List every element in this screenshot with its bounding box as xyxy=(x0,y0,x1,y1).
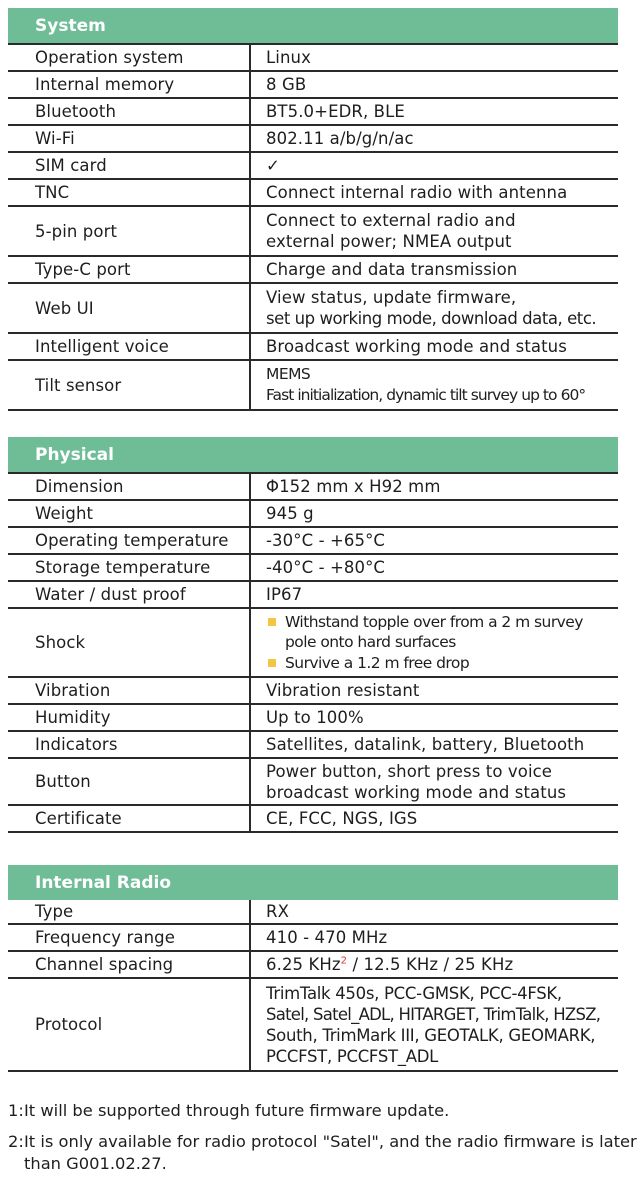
spec-label: Operating temperature xyxy=(8,528,251,553)
spec-value: View status, update firmware, xyxy=(266,288,517,307)
spec-value: IP67 xyxy=(266,585,303,604)
spec-value: Φ152 mm x H92 mm xyxy=(266,477,441,496)
spec-value: South, TrimMark III, GEOTALK, GEOMARK, xyxy=(266,1025,596,1045)
spec-label: TNC xyxy=(8,180,251,205)
spec-label: Indicators xyxy=(8,732,251,757)
spec-value: -40°C - +80°C xyxy=(266,558,386,577)
radio-section xyxy=(8,865,618,1072)
spec-label: Button xyxy=(8,759,251,804)
bullet-item: Survive a 1.2 m free drop xyxy=(266,653,615,674)
spec-value: Satellites, datalink, battery, Bluetooth xyxy=(266,735,585,754)
table-row xyxy=(8,501,618,528)
spec-value: Vibration resistant xyxy=(266,681,420,700)
spec-value: Charge and data transmission xyxy=(266,260,518,279)
table-row xyxy=(8,334,618,361)
spec-label: Certificate xyxy=(8,806,251,831)
spec-value: -30°C - +65°C xyxy=(266,531,386,550)
table-row xyxy=(8,678,618,705)
spec-value: 8 GB xyxy=(266,75,307,94)
spec-label: Type-C port xyxy=(8,257,251,282)
spec-label: Web UI xyxy=(8,284,251,332)
footnote: 2: It is only available for radio protocol "Satel", and the radio firmware is later than G001.02.27. xyxy=(8,1132,637,1173)
spec-value: Connect to external radio and xyxy=(266,211,516,230)
spec-value: 6.25 KHz$^2$ / 12.5 KHz / 25 KHz xyxy=(266,955,514,974)
spec-value: Linux xyxy=(266,48,311,67)
spec-value: Broadcast working mode and status xyxy=(266,337,567,356)
spec-label: Bluetooth xyxy=(8,99,251,124)
spec-value: PCCFST, PCCFST_ADL xyxy=(266,1046,439,1066)
spec-value: Connect internal radio with antenna xyxy=(266,183,568,202)
table-row xyxy=(8,900,618,925)
spec-value: CE, FCC, NGS, IGS xyxy=(266,809,418,828)
system-table xyxy=(8,43,618,411)
radio-table xyxy=(8,900,618,1072)
table-row xyxy=(8,474,618,501)
spec-value: 945 g xyxy=(266,504,314,523)
spec-value: MEMS xyxy=(266,365,311,383)
spec-label: 5-pin port xyxy=(8,207,251,255)
spec-label: Weight xyxy=(8,501,251,526)
spec-value: BT5.0+EDR, BLE xyxy=(266,102,405,121)
footnotes xyxy=(8,1100,638,1184)
spec-label: Protocol xyxy=(8,979,251,1070)
spec-label: Storage temperature xyxy=(8,555,251,580)
spec-value: Power button, short press to voice xyxy=(266,761,553,781)
table-row xyxy=(8,952,618,979)
footnote: 1: It will be supported through future firmware update. xyxy=(8,1101,450,1120)
spec-label: Water / dust proof xyxy=(8,582,251,607)
spec-label: Humidity xyxy=(8,705,251,730)
section-header-system: System xyxy=(8,8,618,43)
spec-label: Intelligent voice xyxy=(8,334,251,359)
table-row xyxy=(8,99,618,126)
spec-label: Frequency range xyxy=(8,925,251,950)
spec-value: 410 - 470 MHz xyxy=(266,928,388,947)
spec-label: Type xyxy=(8,900,251,923)
spec-label: Shock xyxy=(8,609,251,676)
table-row xyxy=(8,207,618,257)
table-row xyxy=(8,45,618,72)
spec-value: TrimTalk 450s, PCC-GMSK, PCC-4FSK, xyxy=(266,983,562,1003)
table-row xyxy=(8,284,618,334)
spec-label: Wi-Fi xyxy=(8,126,251,151)
spec-label: Internal memory xyxy=(8,72,251,97)
table-row xyxy=(8,555,618,582)
spec-value: Satel, Satel_ADL, HITARGET, TrimTalk, HZSZ, xyxy=(266,1004,601,1024)
spec-label: Dimension xyxy=(8,474,251,499)
spec-label: SIM card xyxy=(8,153,251,178)
table-row xyxy=(8,528,618,555)
bullet-item: Withstand topple over from a 2 m survey pole onto hard surfaces xyxy=(266,612,615,653)
spec-label: Tilt sensor xyxy=(8,361,251,409)
table-row xyxy=(8,180,618,207)
spec-value: Fast initialization, dynamic tilt survey up to 60° xyxy=(266,386,586,404)
table-row xyxy=(8,979,618,1072)
spec-value: set up working mode, download data, etc. xyxy=(266,309,597,328)
spec-label: Vibration xyxy=(8,678,251,703)
table-row xyxy=(8,759,618,806)
table-row xyxy=(8,153,618,180)
table-row xyxy=(8,806,618,833)
physical-section xyxy=(8,437,618,833)
table-row xyxy=(8,705,618,732)
spec-value: Up to 100% xyxy=(266,708,364,727)
spec-value: 802.11 a/b/g/n/ac xyxy=(266,129,414,148)
system-section xyxy=(8,8,618,411)
spec-value: broadcast working mode and status xyxy=(266,782,567,802)
spec-label: Operation system xyxy=(8,45,251,70)
table-row xyxy=(8,361,618,411)
table-row xyxy=(8,925,618,952)
section-header-physical: Physical xyxy=(8,437,618,472)
spec-label: Channel spacing xyxy=(8,952,251,977)
table-row xyxy=(8,609,618,678)
table-row xyxy=(8,732,618,759)
table-row xyxy=(8,126,618,153)
spec-value: RX xyxy=(266,902,289,921)
table-row xyxy=(8,72,618,99)
section-header-radio: Internal Radio xyxy=(8,865,618,900)
table-row xyxy=(8,582,618,609)
table-row xyxy=(8,257,618,284)
check-icon: ✓ xyxy=(266,156,280,175)
spec-value: external power; NMEA output xyxy=(266,232,512,251)
footnote-marker: 2 xyxy=(340,955,348,967)
physical-table xyxy=(8,472,618,833)
